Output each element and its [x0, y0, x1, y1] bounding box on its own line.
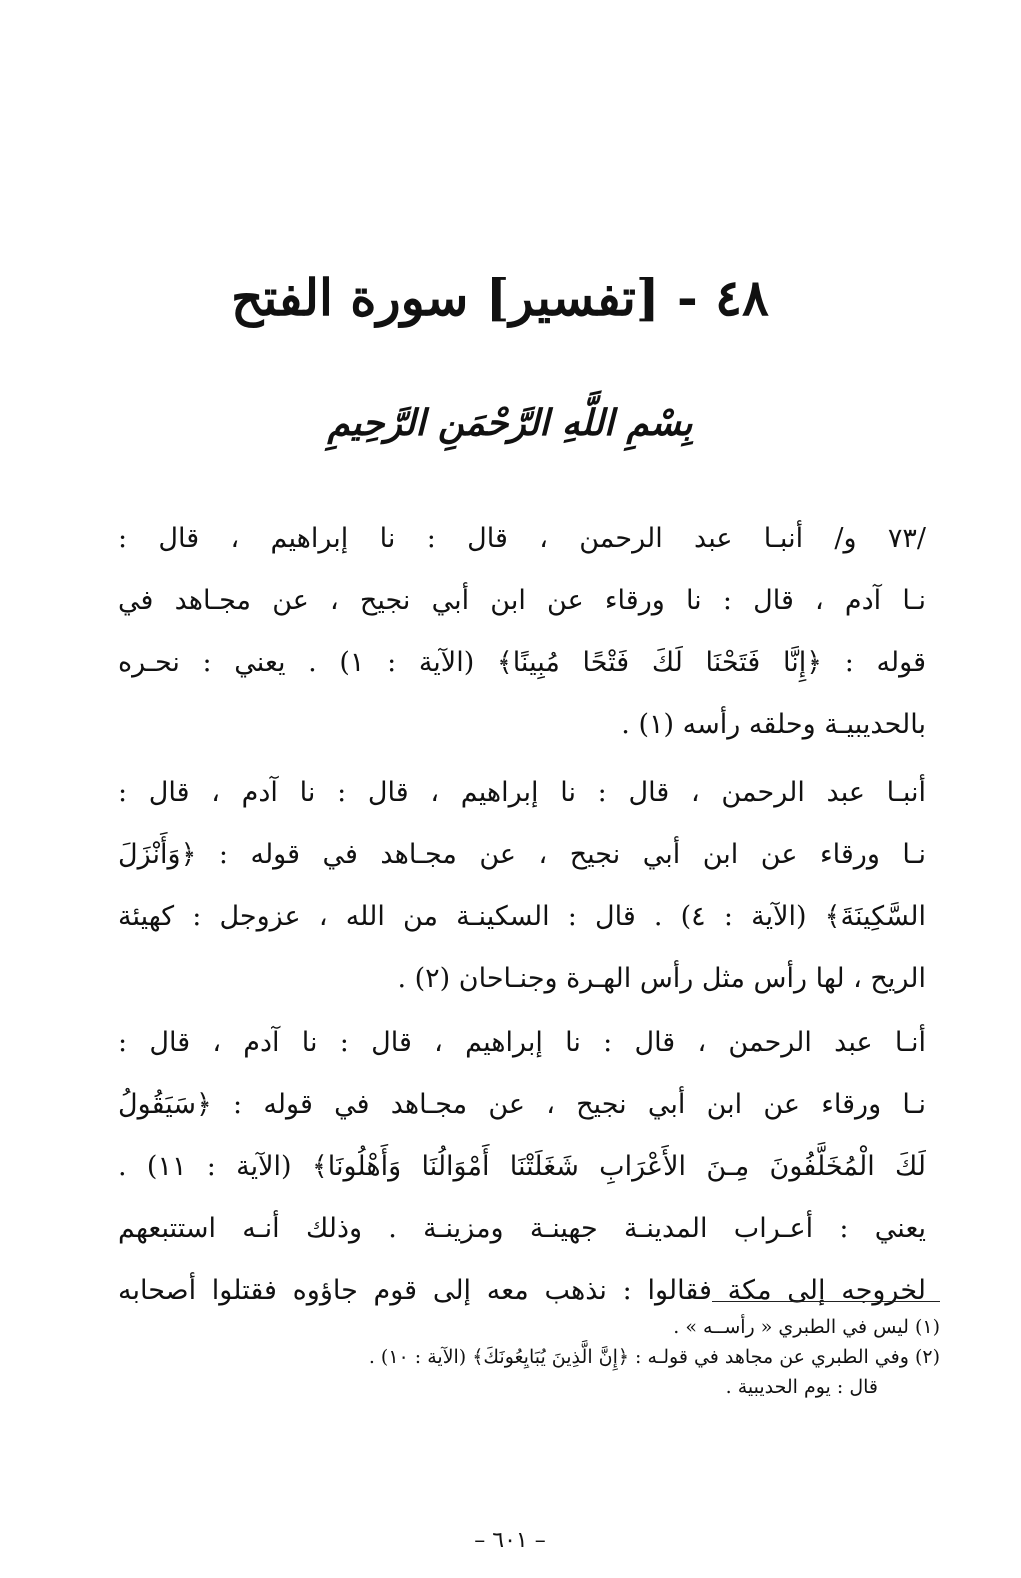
paragraph-2-line-1: أنبـا عبد الرحمن ، قال : نا إبراهيم ، قال : نا آدم ، قال :	[118, 777, 926, 808]
paragraph-1-line-3: قوله : ﴿إِنَّا فَتَحْنَا لَكَ فَتْحًا مُبِينًا﴾ (الآية : ١) . يعني : نحـره	[118, 647, 926, 678]
paragraph-3	[118, 1012, 926, 1322]
paragraph-2	[118, 762, 926, 1010]
footnotes	[118, 1312, 940, 1402]
paragraph-1-line-4: بالحديبيـة وحلقه رأسه (١) .	[621, 709, 926, 740]
basmala-calligraphy: بِسْمِ اللَّهِ الرَّحْمَنِ الرَّحِيمِ	[327, 402, 693, 444]
paragraph-2-line-3: السَّكِينَةَ﴾ (الآية : ٤) . قال : السكينـة من الله ، عزوجل : كهيئة	[118, 901, 926, 932]
paragraph-3-line-3: لَكَ الْمُخَلَّفُونَ مِـنَ الأَعْرَابِ شَغَلَتْنَا أَمْوَالُنَا وَأَهْلُونَا﴾ (الآية : ١١) .	[118, 1151, 926, 1182]
footnote-2: (٢) وفي الطبري عن مجاهد في قولـه : ﴿إِنَّ الَّذِينَ يُبَايِعُونَكَ﴾ (الآية : ١٠) .	[368, 1346, 940, 1368]
page-number: – ٦٠١ –	[474, 1528, 546, 1553]
paragraph-2-line-4: الريح ، لها رأس مثل رأس الهـرة وجنـاحان (٢) .	[397, 963, 926, 994]
paragraph-3-line-5: لخروجه إلى مكة فقالوا : نذهب معه إلى قوم جاؤوه فقتلوا أصحابه	[118, 1275, 926, 1306]
paragraph-1-line-2: نـا آدم ، قال : نا ورقاء عن ابن أبي نجيح ، عن مجـاهد في	[118, 585, 926, 616]
paragraph-3-line-2: نـا ورقاء عن ابن أبي نجيح ، عن مجـاهد في قوله : ﴿سَيَقُولُ	[118, 1089, 926, 1120]
paragraph-3-line-1: أنـا عبد الرحمن ، قال : نا إبراهيم ، قال : نا آدم ، قال :	[118, 1027, 926, 1058]
paragraph-2-line-2: نـا ورقاء عن ابن أبي نجيح ، عن مجـاهد في قوله : ﴿وَأَنْزَلَ	[118, 839, 926, 870]
footnote-2-continuation: قال : يوم الحديبية .	[725, 1376, 878, 1398]
paragraph-3-line-4: يعني : أعـراب المدينـة جهينـة ومزينـة . وذلك أنـه استتبعهم	[118, 1213, 926, 1244]
footnote-1: (١) ليس في الطبري « رأســه » .	[673, 1316, 940, 1338]
surah-title: ٤٨ - [تفسير] سورة الفتح	[231, 268, 769, 327]
footnote-separator	[712, 1301, 940, 1302]
paragraph-1-line-1: /٧٣ و/ أنبـا عبد الرحمن ، قال : نا إبراهيم ، قال :	[118, 523, 926, 554]
paragraph-1	[118, 508, 926, 756]
